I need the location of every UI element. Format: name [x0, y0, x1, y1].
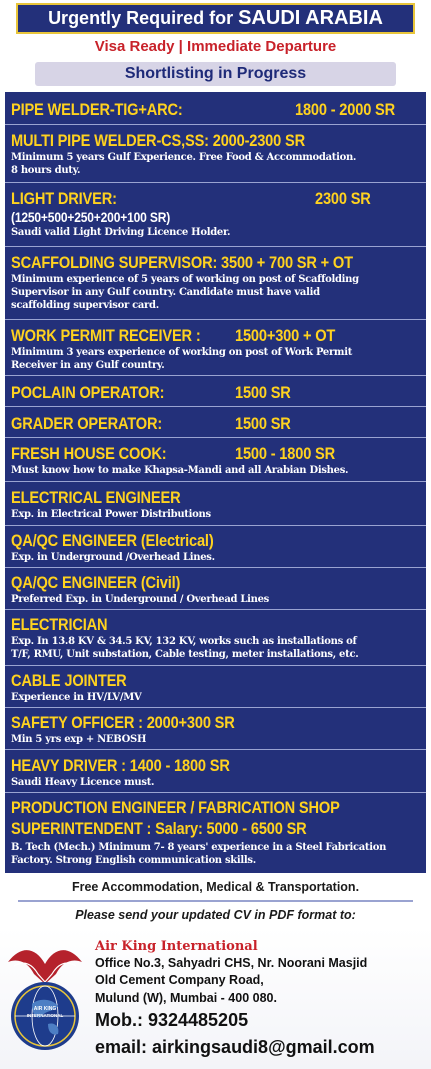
job-item: [5, 376, 426, 407]
address-line: Office No.3, Sahyadri CHS, Nr. Noorani Masjid: [95, 956, 368, 970]
headline-country: SAUDI ARABIA: [238, 7, 383, 29]
job-item: [5, 320, 426, 376]
job-salary: 1500 - 1800 SR: [235, 444, 336, 463]
job-item: [5, 482, 426, 526]
job-title: CABLE JOINTER: [11, 671, 127, 690]
salary-breakdown: (1250+500+250+200+100 SR): [11, 209, 171, 225]
job-note: Minimum 5 years Gulf Experience. Free Food & Accommodation.: [11, 152, 357, 163]
header: [0, 0, 431, 92]
job-note: T/F, RMU, Unit substation, Cable testing, meter installations, etc.: [11, 649, 359, 660]
job-salary: 1500+300 + OT: [235, 326, 336, 345]
job-title: PIPE WELDER-TIG+ARC:: [11, 100, 183, 119]
job-item: [5, 438, 426, 482]
job-title: SCAFFOLDING SUPERVISOR: 3500 + 700 SR + OT: [11, 253, 353, 272]
job-title: LIGHT DRIVER:: [11, 189, 117, 208]
job-note: scaffolding supervisor card.: [11, 300, 159, 311]
job-item: [5, 568, 426, 610]
job-item: [5, 750, 426, 793]
divider: [18, 900, 413, 902]
job-title: MULTI PIPE WELDER-CS,SS: 2000-2300 SR: [11, 131, 305, 150]
eagle-icon: [8, 950, 82, 984]
job-title: FRESH HOUSE COOK:: [11, 444, 167, 463]
job-title: ELECTRICIAN: [11, 615, 108, 634]
address-line: Mulund (W), Mumbai - 400 080.: [95, 991, 277, 1005]
job-note: B. Tech (Mech.) Minimum 7- 8 years' experience in a Steel Fabrication: [11, 842, 387, 853]
job-note: Preferred Exp. in Underground / Overhead Lines: [11, 594, 270, 605]
job-note: Exp. in Electrical Power Distributions: [11, 509, 211, 520]
job-title: QA/QC ENGINEER (Electrical): [11, 531, 214, 550]
job-item: [5, 708, 426, 750]
company-logo: [2, 940, 88, 1058]
job-item: [5, 92, 426, 125]
job-title: ELECTRICAL ENGINEER: [11, 488, 181, 507]
job-note: Minimum 3 years experience of working on post of Work Permit: [11, 347, 353, 358]
job-title: WORK PERMIT RECEIVER :: [11, 326, 201, 345]
job-note: Must know how to make Khapsa-Mandi and all Arabian Dishes.: [11, 465, 349, 476]
address-line: Old Cement Company Road,: [95, 973, 264, 987]
headline-text: Urgently Required for: [48, 8, 234, 28]
job-item: [5, 407, 426, 438]
job-list: [5, 92, 426, 873]
job-note: Saudi valid Light Driving Licence Holder.: [11, 227, 231, 238]
job-title: GRADER OPERATOR:: [11, 414, 163, 433]
job-item: [5, 125, 426, 183]
job-note: Factory. Strong English communication skills.: [11, 855, 256, 866]
job-item: [5, 247, 426, 320]
job-note: 8 hours duty.: [11, 165, 81, 176]
job-note: Min 5 yrs exp + NEBOSH: [11, 734, 147, 745]
cv-instruction: Please send your updated CV in PDF format to:: [75, 908, 356, 922]
job-note: Receiver in any Gulf country.: [11, 360, 165, 371]
job-salary: 1800 - 2000 SR: [295, 100, 396, 119]
job-item: [5, 610, 426, 666]
job-note: Exp. In 13.8 KV & 34.5 KV, 132 KV, works such as installations of: [11, 636, 357, 647]
job-item: [5, 793, 426, 876]
job-item: [5, 183, 426, 247]
job-item: [5, 526, 426, 568]
job-note: Minimum experience of 5 years of working on post of Scaffolding: [11, 274, 359, 285]
job-title: POCLAIN OPERATOR:: [11, 383, 165, 402]
svg-text:INTERNATIONAL: INTERNATIONAL: [26, 1013, 64, 1018]
company-name: Air King International: [95, 939, 258, 954]
mobile-number: Mob.: 9324485205: [95, 1010, 249, 1030]
job-title: PRODUCTION ENGINEER / FABRICATION SHOP: [11, 798, 340, 817]
svg-text:AIR KING: AIR KING: [33, 1006, 57, 1012]
job-item: [5, 666, 426, 708]
headline-banner: [16, 3, 415, 34]
job-salary: 2300 SR: [315, 189, 371, 208]
email-address: email: airkingsaudi8@gmail.com: [95, 1037, 375, 1057]
job-title: QA/QC ENGINEER (Civil): [11, 573, 181, 592]
visa-status-line: Visa Ready | Immediate Departure: [94, 38, 337, 55]
job-note: Supervisor in any Gulf country. Candidate must have valid: [11, 287, 320, 298]
job-note: Exp. in Underground /Overhead Lines.: [11, 552, 215, 563]
job-title: HEAVY DRIVER : 1400 - 1800 SR: [11, 756, 230, 775]
job-title: SAFETY OFFICER : 2000+300 SR: [11, 713, 235, 732]
job-salary: 1500 SR: [235, 383, 291, 402]
job-salary: 1500 SR: [235, 414, 291, 433]
job-note: Experience in HV/LV/MV: [11, 692, 142, 703]
job-title-line-2: SUPERINTENDENT : Salary: 5000 - 6500 SR: [11, 819, 307, 838]
job-note: Saudi Heavy Licence must.: [11, 777, 155, 788]
shortlisting-status: Shortlisting in Progress: [35, 62, 396, 86]
benefits-line: Free Accommodation, Medical & Transportation.: [71, 880, 360, 894]
